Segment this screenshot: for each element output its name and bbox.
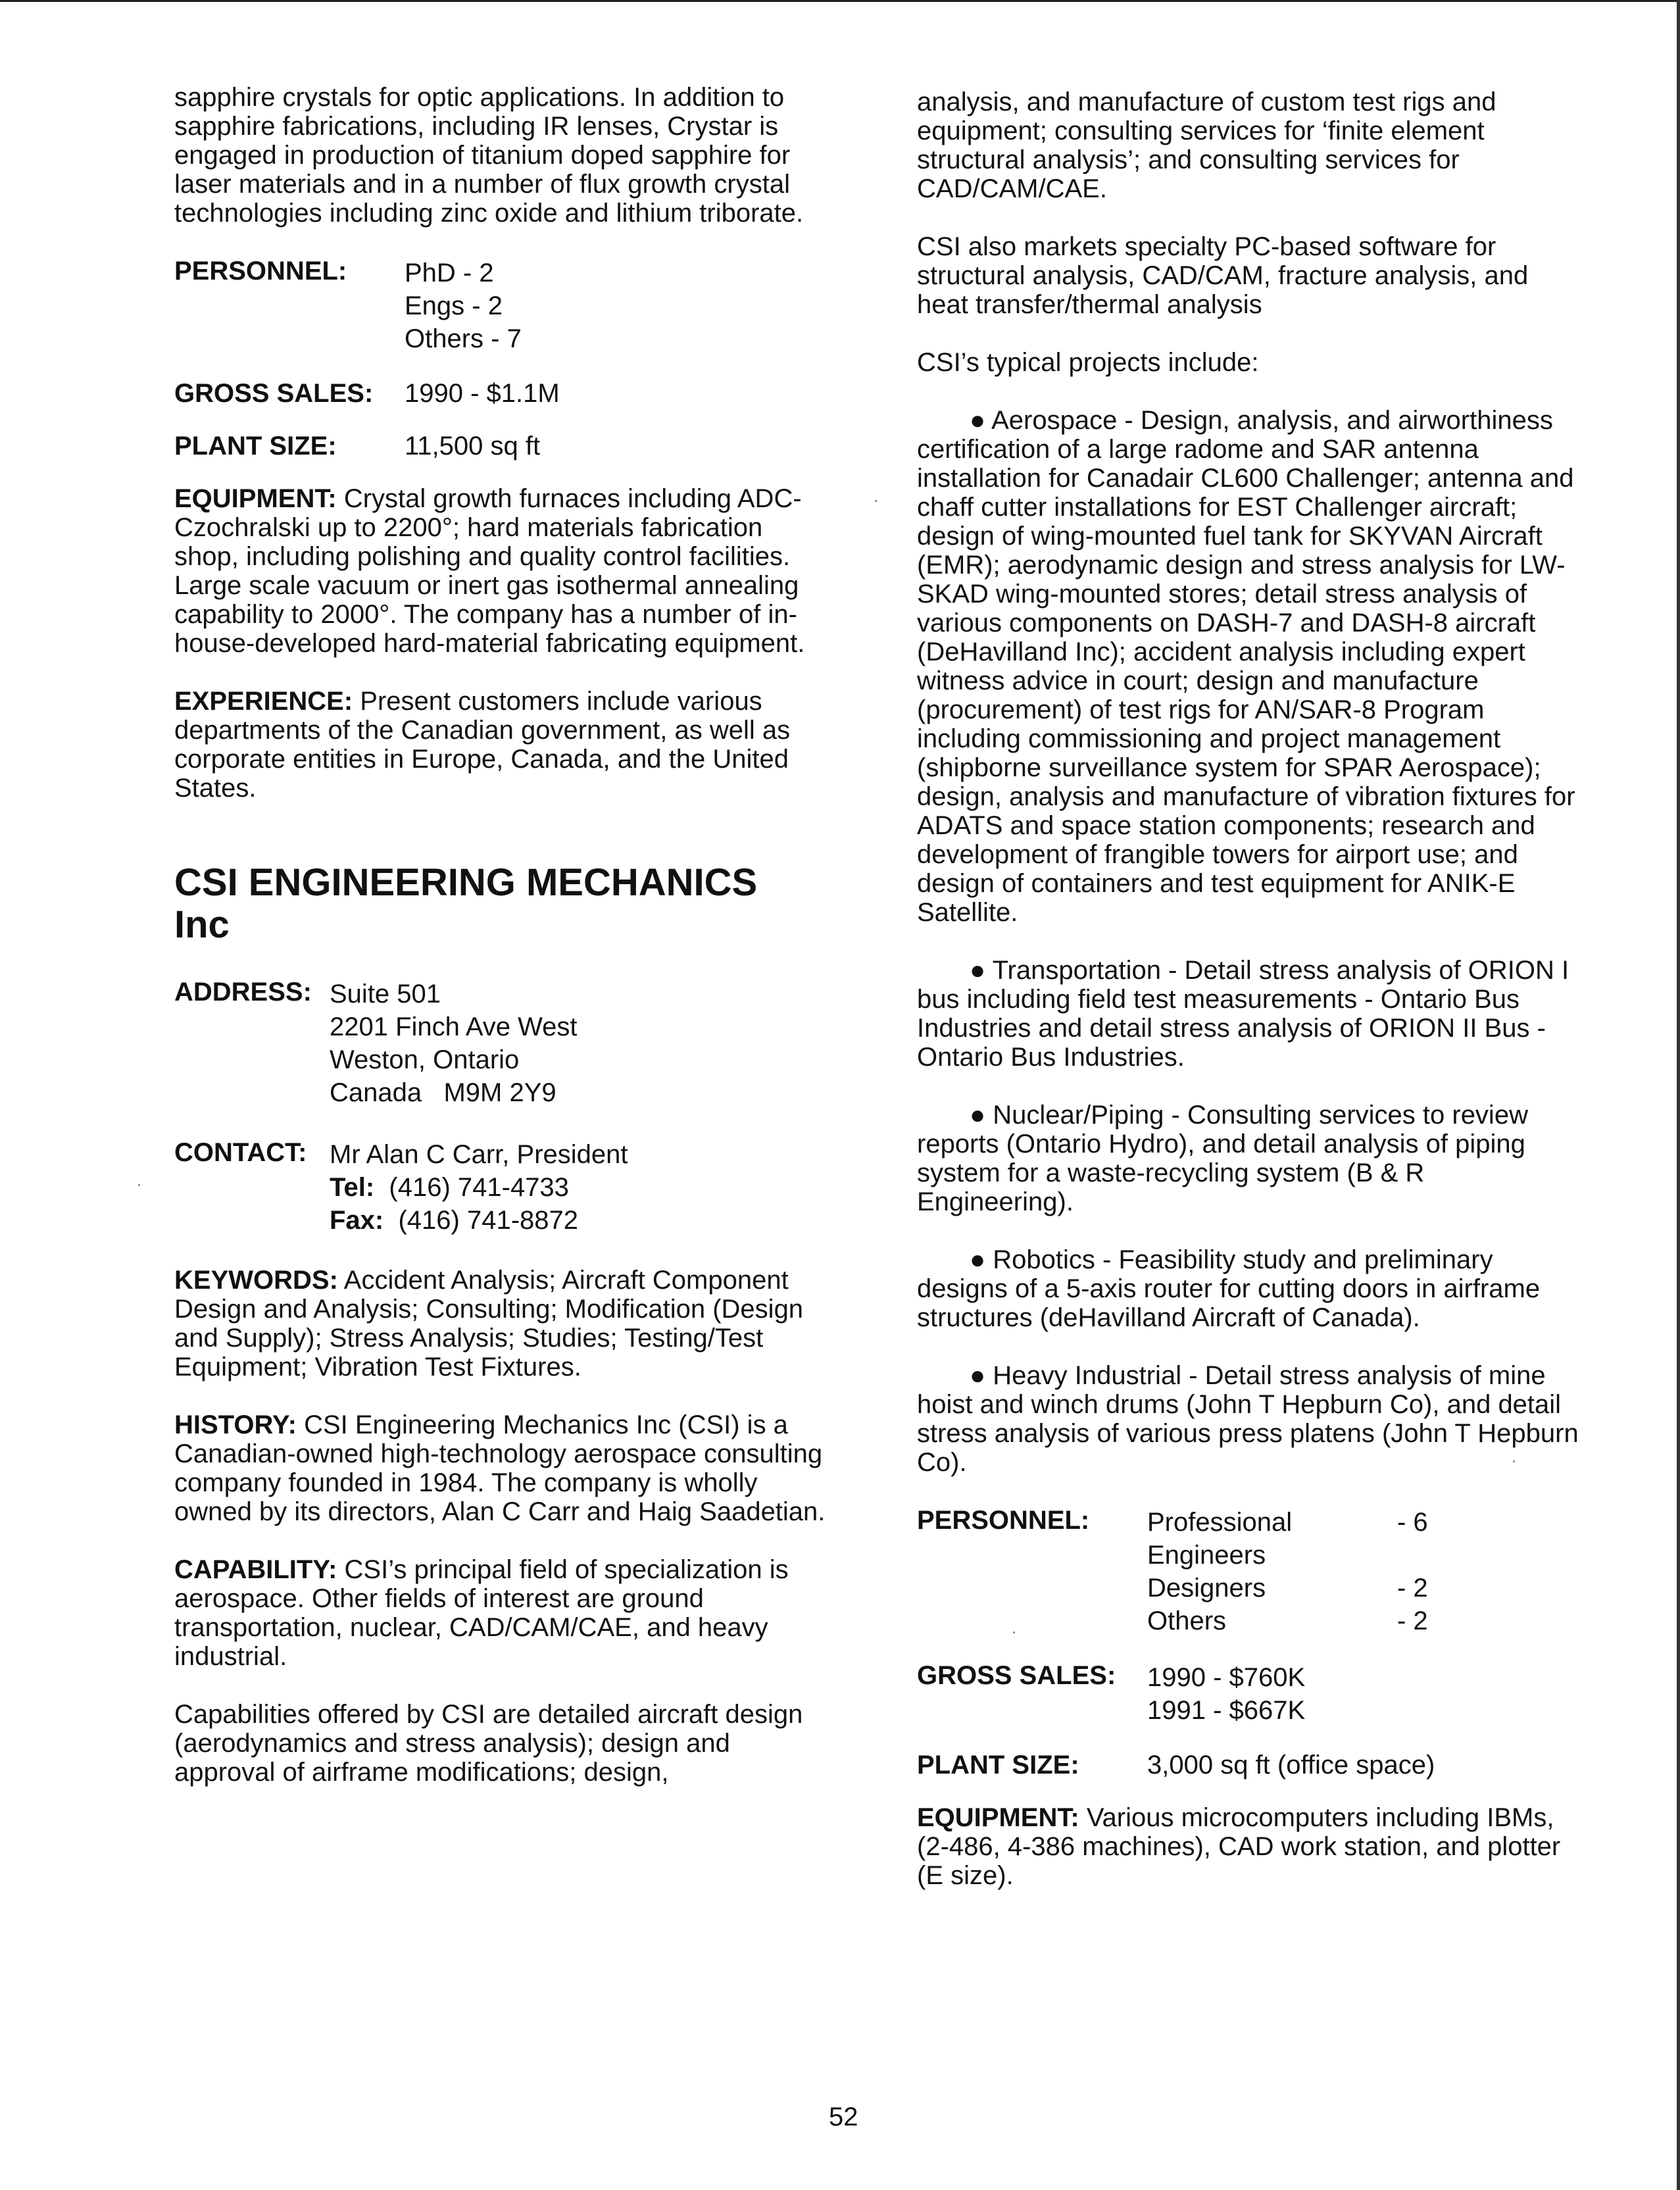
- equipment-text: Crystal growth furnaces including ADC-Czochralski up to 2200°; hard materials fabrication shop, including polishing and quality control facilities. Large scale vacuum or inert gas isothermal annealing capability to 2000°. The company has a number of in-house-developed hard-material fabricating equipment.: [174, 484, 805, 658]
- equipment-label: EQUIPMENT:: [917, 1803, 1079, 1832]
- personnel-line: Engs - 2: [405, 291, 503, 320]
- contact-label: CONTACT:: [174, 1138, 307, 1167]
- csi-capabilities-offered: Capabilities offered by CSI are detailed aircraft design (aerodynamics and stress analysis); design and approval of airframe modifications; design,: [174, 1700, 803, 1787]
- personnel-rows: [1147, 1506, 1428, 1637]
- gross-sales-line: 1990 - $760K: [1147, 1663, 1306, 1692]
- contact-tel: [330, 1171, 628, 1204]
- personnel-line: PhD - 2: [405, 259, 494, 287]
- crystar-experience: [174, 687, 832, 803]
- keywords-label: KEYWORDS:: [174, 1266, 338, 1295]
- project-text: Nuclear/Piping - Consulting services to review reports (Ontario Hydro), and detail analysis of piping system for a waste-recycling system (B & R Engineering).: [917, 1101, 1528, 1216]
- plant-size-value: 11,500 sq ft: [405, 432, 541, 460]
- company-heading-line1: CSI ENGINEERING MECHANICS: [174, 861, 758, 904]
- csi-gross-sales: [917, 1661, 1581, 1727]
- project-bullet-robotics: ● Robotics - Feasibility study and preliminary designs of a 5-axis router for cutting doors in airframe structures (deHavilland Aircraft of Canada).: [917, 1245, 1541, 1332]
- capability-label: CAPABILITY:: [174, 1555, 337, 1584]
- address-label: ADDRESS:: [174, 978, 312, 1007]
- csi-history: [174, 1410, 832, 1526]
- personnel-row: [1147, 1605, 1428, 1637]
- personnel-line: Others - 7: [405, 324, 522, 353]
- right-column: [917, 87, 1581, 1919]
- page-number: 52: [829, 2103, 858, 2131]
- project-text: Transportation - Detail stress analysis of ORION I bus including field test measurements - Ontario Bus Industries and detail stress analysis of ORION II Bus - Ontario Bus Industries.: [917, 956, 1569, 1072]
- equipment-text: Various microcomputers including IBMs, (2-486, 4-386 machines), CAD work station, and plotter (E size).: [917, 1803, 1561, 1890]
- csi-plant-size: [917, 1751, 1581, 1779]
- fax-label: Fax:: [330, 1206, 384, 1235]
- company-heading: [174, 862, 832, 946]
- history-text: CSI Engineering Mechanics Inc (CSI) is a Canadian-owned high-technology aerospace consulting company founded in 1984. The company is wholly owned by its directors, Alan C Carr and Haig Saadetian.: [174, 1410, 826, 1526]
- project-text: Aerospace - Design, analysis, and airworthiness certification of a large radome and SAR antenna installation for Canadair CL600 Challenger; antenna and chaff cutter installations for EST Challenger aircraft; design of wing-mounted fuel tank for SKYVAN Aircraft (EMR); aerodynamic design and stress analysis for LW-SKAD wing-mounted stores; detail stress analysis of various components on DASH-7 and DASH-8 aircraft (DeHavilland Inc); accident analysis including expert witness advice in court; design and manufacture (procurement) of test rigs for AN/SAR-8 Program including commissioning and project management (shipborne surveillance system for SPAR Aerospace); design, analysis and manufacture of vibration fixtures for ADATS and space station components; research and development of frangible towers for airport use; and design of containers and test equipment for ANIK-E Satellite.: [917, 406, 1575, 927]
- top-border-line: [0, 0, 1680, 2]
- history-label: HISTORY:: [174, 1410, 297, 1439]
- project-bullet-aerospace: ● Aerospace - Design, analysis, and airworthiness certification of a large radome and SAR antenna installation for Canadair CL600 Challenger; antenna and chaff cutter installations for EST Challenger aircraft; design of wing-mounted fuel tank for SKYVAN Aircraft (EMR); aerodynamic design and stress analysis for LW-SKAD wing-mounted stores; detail stress analysis of various components on DASH-7 and DASH-8 aircraft (DeHavilland Inc); accident analysis including expert witness advice in court; design and manufacture (procurement) of test rigs for AN/SAR-8 Program including commissioning and project management (shipborne surveillance system for SPAR Aerospace); design, analysis and manufacture of vibration fixtures for ADATS and space station components; research and development of frangible towers for airport use; and design of containers and test equipment for ANIK-E Satellite.: [917, 406, 1575, 927]
- crystar-equipment: [174, 484, 832, 658]
- gross-sales-values: [1147, 1661, 1305, 1727]
- experience-text: Present customers include various departments of the Canadian government, as well as corporate entities in Europe, Canada, and the United States.: [174, 687, 791, 803]
- keywords-text: Accident Analysis; Aircraft Component Design and Analysis; Consulting; Modification (Design and Supply); Stress Analysis; Studies; Testing/Test Equipment; Vibration Test Fixtures.: [174, 1266, 804, 1381]
- project-bullet-transportation: ● Transportation - Detail stress analysis of ORION I bus including field test measurements - Ontario Bus Industries and detail stress analysis of ORION II Bus - Ontario Bus Industries.: [917, 956, 1569, 1072]
- address-line: Weston, Ontario: [330, 1045, 520, 1074]
- project-bullet-heavy-industrial: ● Heavy Industrial - Detail stress analysis of mine hoist and winch drums (John T Hepburn Co), and detail stress analysis of various press platens (John T Hepburn Co).: [917, 1361, 1579, 1477]
- gross-sales-label: GROSS SALES:: [917, 1661, 1116, 1690]
- csi-keywords: [174, 1266, 832, 1381]
- software-paragraph: CSI also markets specialty PC-based software for structural analysis, CAD/CAM, fracture analysis, and heat transfer/thermal analysis: [917, 232, 1529, 319]
- scan-speck: [1513, 1460, 1515, 1462]
- csi-capability: [174, 1555, 832, 1671]
- gross-sales-value: 1990 - $1.1M: [405, 379, 560, 408]
- csi-personnel: [917, 1506, 1581, 1637]
- plant-size-label: PLANT SIZE:: [174, 432, 337, 460]
- personnel-label: PERSONNEL:: [917, 1506, 1090, 1535]
- address-line: Canada M9M 2Y9: [330, 1078, 556, 1107]
- crystar-gross-sales: [174, 379, 832, 408]
- personnel-role: Others: [1147, 1606, 1227, 1635]
- plant-size-label: PLANT SIZE:: [917, 1751, 1079, 1779]
- personnel-count: - 2: [1397, 1606, 1428, 1635]
- scan-speck: [138, 1184, 140, 1186]
- project-text: Robotics - Feasibility study and preliminary designs of a 5-axis router for cutting doors in airframe structures (deHavilland Aircraft of Canada).: [917, 1245, 1541, 1332]
- personnel-count: - 2: [1397, 1574, 1428, 1603]
- scan-speck: [875, 500, 877, 502]
- gross-sales-label: GROSS SALES:: [174, 379, 374, 408]
- capabilities-continuation: analysis, and manufacture of custom test rigs and equipment; consulting services for ‘finite element structural analysis’; and consulting services for CAD/CAM/CAE.: [917, 87, 1496, 203]
- personnel-count: - 6: [1397, 1508, 1428, 1537]
- personnel-role: Professional Engineers: [1147, 1508, 1293, 1570]
- personnel-values: [405, 257, 522, 355]
- personnel-row: [1147, 1572, 1428, 1605]
- fax-value: (416) 741-8872: [398, 1206, 579, 1235]
- address-line: 2201 Finch Ave West: [330, 1012, 578, 1041]
- personnel-row: [1147, 1506, 1428, 1572]
- tel-value: (416) 741-4733: [389, 1173, 569, 1202]
- address-lines: [330, 978, 578, 1109]
- project-text: Heavy Industrial - Detail stress analysis of mine hoist and winch drums (John T Hepburn Co), and detail stress analysis of various press platens (John T Hepburn Co).: [917, 1361, 1579, 1477]
- contact-fax: [330, 1204, 628, 1237]
- plant-size-value: 3,000 sq ft (office space): [1147, 1751, 1435, 1779]
- csi-contact: [174, 1138, 832, 1237]
- crystar-personnel: [174, 257, 832, 355]
- personnel-label: PERSONNEL:: [174, 257, 347, 286]
- scan-speck: [1013, 1631, 1015, 1633]
- personnel-role: Designers: [1147, 1574, 1266, 1603]
- experience-label: EXPERIENCE:: [174, 687, 353, 716]
- right-page-edge: [1677, 0, 1680, 2190]
- contact-name: Mr Alan C Carr, President: [330, 1140, 628, 1169]
- project-bullet-nuclear: ● Nuclear/Piping - Consulting services to review reports (Ontario Hydro), and detail analysis of piping system for a waste-recycling system (B & R Engineering).: [917, 1101, 1528, 1216]
- address-line: Suite 501: [330, 980, 441, 1008]
- company-heading-line2: Inc: [174, 903, 230, 946]
- csi-address: [174, 978, 832, 1109]
- projects-intro: CSI’s typical projects include:: [917, 348, 1259, 377]
- gross-sales-line: 1991 - $667K: [1147, 1696, 1306, 1725]
- contact-lines: [330, 1138, 628, 1237]
- equipment-label: EQUIPMENT:: [174, 484, 337, 513]
- capability-text: CSI’s principal field of specialization is aerospace. Other fields of interest are ground transportation, nuclear, CAD/CAM/CAE, and heavy industrial.: [174, 1555, 789, 1671]
- left-column: [174, 83, 832, 1816]
- crystar-intro: sapphire crystals for optic applications. In addition to sapphire fabrications, including IR lenses, Crystar is engaged in production of titanium doped sapphire for laser materials and in a number of flux growth crystal technologies including zinc oxide and lithium triborate.: [174, 83, 804, 228]
- csi-equipment: [917, 1803, 1581, 1890]
- tel-label: Tel:: [330, 1173, 375, 1202]
- crystar-plant-size: [174, 432, 832, 460]
